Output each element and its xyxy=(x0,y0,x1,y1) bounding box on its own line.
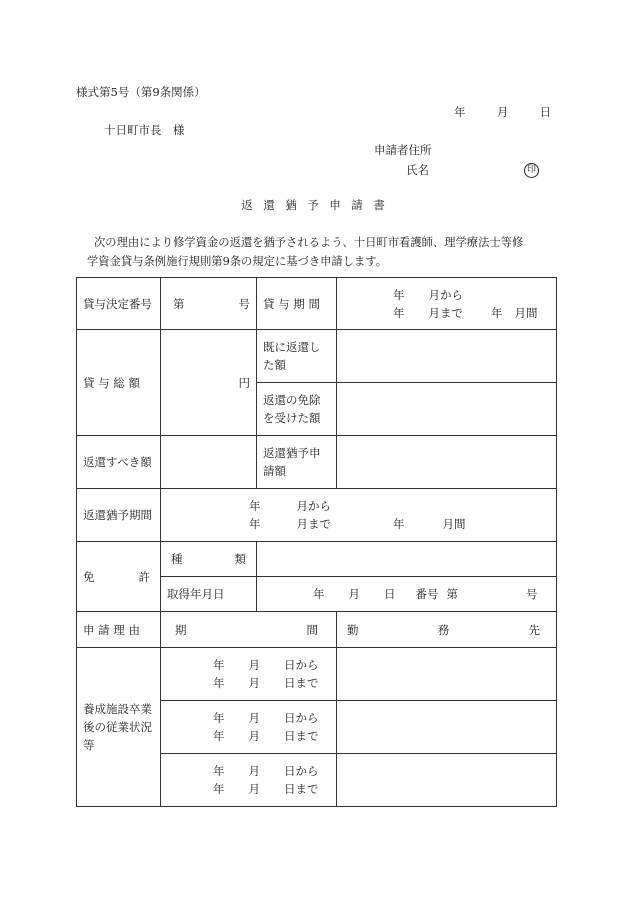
repaid-value[interactable] xyxy=(337,330,557,383)
title-char: 申 xyxy=(329,198,341,212)
loan-period-from xyxy=(393,286,550,304)
unit-years: 年 xyxy=(491,305,503,320)
unit-month-to: 月まで xyxy=(428,305,463,320)
license-type-value[interactable] xyxy=(257,542,557,577)
unit-year: 年 xyxy=(213,711,225,725)
unit-months: 月間 xyxy=(514,305,538,320)
unit-month: 月 xyxy=(248,782,260,796)
unit-month-from: 月から xyxy=(428,287,463,302)
applicant-name-label: 氏名 xyxy=(406,163,429,177)
license-label-char: 許 xyxy=(138,569,150,584)
total-amount-label: 貸 与 総 額 xyxy=(77,330,161,436)
to-repay-value[interactable] xyxy=(161,436,257,489)
exempt-value[interactable] xyxy=(337,383,557,436)
decision-no-label: 貸与決定番号 xyxy=(77,278,161,330)
applicant-address-label: 申請者住所 xyxy=(374,143,432,157)
repaid-label: 既に返還した額 xyxy=(257,330,337,383)
employment-period-cell[interactable] xyxy=(161,701,337,754)
unit-month-from: 月から xyxy=(296,499,331,513)
license-date-cell[interactable] xyxy=(257,577,557,612)
license-no-prefix: 第 xyxy=(446,587,458,601)
employment-period-cell[interactable] xyxy=(161,754,337,807)
unit-month-to: 月まで xyxy=(296,517,331,531)
unit-year: 年 xyxy=(213,676,225,690)
workplace-col-char: 先 xyxy=(528,622,540,637)
unit-year: 年 xyxy=(213,782,225,796)
workplace-column-header xyxy=(337,612,557,648)
defer-period-label: 返還猶予期間 xyxy=(77,489,161,542)
unit-year: 年 xyxy=(213,658,225,672)
reason-label: 申 請 理 由 xyxy=(77,612,161,648)
unit-months: 月間 xyxy=(442,517,466,531)
unit-month: 月 xyxy=(248,676,260,690)
unit-year: 年 xyxy=(313,587,325,601)
workplace-col-char: 勤 xyxy=(347,622,359,637)
title-char: 返 xyxy=(241,198,253,212)
document-title xyxy=(236,197,390,213)
defer-period-from xyxy=(249,497,550,515)
unit-day-to: 日まで xyxy=(284,729,319,743)
license-type-char: 種 xyxy=(171,552,183,566)
loan-period-label: 貸 与 期 間 xyxy=(257,278,337,330)
title-char: 還 xyxy=(263,198,275,212)
employment-workplace-cell[interactable] xyxy=(337,648,557,701)
unit-month: 月 xyxy=(248,729,260,743)
table-row xyxy=(77,542,557,577)
title-char: 書 xyxy=(373,198,385,212)
license-label xyxy=(77,542,161,612)
license-no-label: 番号 xyxy=(415,587,439,601)
table-row xyxy=(77,612,557,648)
unit-year: 年 xyxy=(249,517,261,531)
unit-day: 日 xyxy=(384,587,396,601)
employment-period-cell[interactable] xyxy=(161,648,337,701)
defer-amount-label: 返還猶予申請額 xyxy=(257,436,337,489)
unit-day-from: 日から xyxy=(284,711,319,725)
unit-day-to: 日まで xyxy=(284,782,319,796)
employment-workplace-cell[interactable] xyxy=(337,701,557,754)
defer-period-cell[interactable] xyxy=(161,489,557,542)
license-date-label: 取得年月日 xyxy=(161,577,257,612)
unit-year: 年 xyxy=(393,305,405,320)
unit-day-from: 日から xyxy=(284,658,319,672)
employment-label: 養成施設卒業後の従業状況等 xyxy=(77,648,161,807)
period-col-char: 間 xyxy=(306,622,318,637)
addressee: 十日町市長 様 xyxy=(104,123,185,137)
license-label-char: 免 xyxy=(83,569,95,584)
unit-years: 年 xyxy=(393,517,405,531)
unit-month: 月 xyxy=(248,658,260,672)
table-row xyxy=(77,489,557,542)
unit-year: 年 xyxy=(213,729,225,743)
unit-day-to: 日まで xyxy=(284,676,319,690)
title-char: 請 xyxy=(351,198,363,212)
unit-day-from: 日から xyxy=(284,764,319,778)
loan-period-to xyxy=(393,304,550,322)
decision-no-cell[interactable] xyxy=(161,278,257,330)
unit-month: 月 xyxy=(248,764,260,778)
intro-line-2: 学資金貸与条例施行規則第9条の規定に基づき申請します。 xyxy=(87,255,388,268)
license-type-char: 類 xyxy=(234,552,246,566)
date-year: 年 xyxy=(454,105,466,119)
unit-month: 月 xyxy=(348,587,360,601)
unit-month: 月 xyxy=(248,711,260,725)
form-number: 様式第5号（第9条関係） xyxy=(76,85,206,99)
unit-year: 年 xyxy=(213,764,225,778)
seal-mark xyxy=(524,161,539,178)
date-month: 月 xyxy=(496,105,509,119)
defer-amount-value[interactable] xyxy=(337,436,557,489)
to-repay-label: 返還すべき額 xyxy=(77,436,161,489)
table-row xyxy=(77,648,557,701)
unit-year: 年 xyxy=(393,287,405,302)
unit-year: 年 xyxy=(249,499,261,513)
license-type-label xyxy=(161,542,257,577)
total-amount-cell[interactable] xyxy=(161,330,257,436)
table-row xyxy=(77,278,557,330)
table-row xyxy=(77,436,557,489)
title-char: 予 xyxy=(307,198,319,212)
employment-workplace-cell[interactable] xyxy=(337,754,557,807)
workplace-col-char: 務 xyxy=(437,622,450,637)
date-day: 日 xyxy=(539,105,552,119)
decision-no-suffix: 号 xyxy=(238,296,250,311)
loan-period-cell[interactable] xyxy=(337,278,557,330)
seal-icon: 印 xyxy=(524,163,539,178)
application-table xyxy=(76,277,557,807)
license-no-suffix: 号 xyxy=(526,587,538,601)
period-col-char: 期 xyxy=(175,622,187,637)
intro-line-1: 次の理由により修学資金の返還を猶予されるよう、十日町市看護師、理学療法士等修 xyxy=(94,236,524,249)
decision-no-prefix: 第 xyxy=(173,296,185,311)
date-line xyxy=(454,104,551,120)
table-row xyxy=(77,330,557,383)
period-column-header xyxy=(161,612,337,648)
title-char: 猶 xyxy=(285,198,297,212)
total-amount-unit: 円 xyxy=(238,375,250,390)
exempt-label: 返還の免除を受けた額 xyxy=(257,383,337,436)
defer-period-to xyxy=(249,515,550,533)
